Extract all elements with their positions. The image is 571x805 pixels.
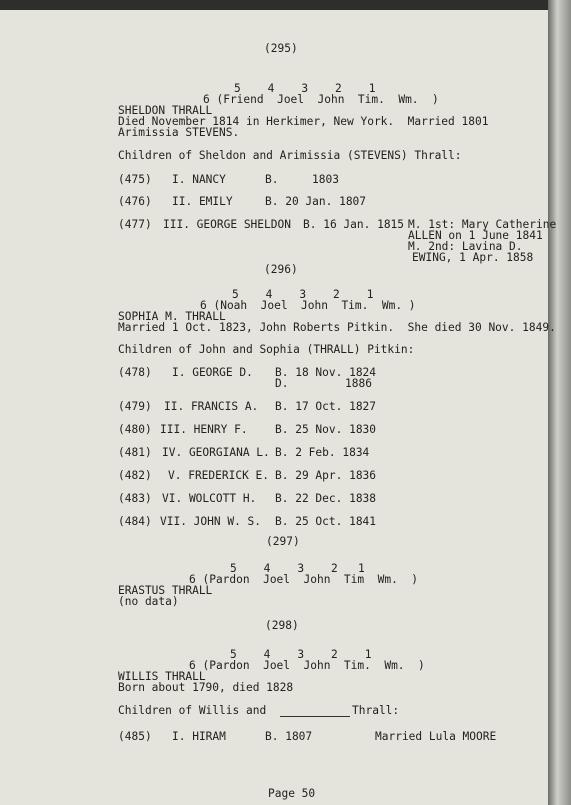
lineage: 6 (Pardon Joel John Tim Wm. ) bbox=[189, 573, 419, 586]
child-id: (476) bbox=[118, 195, 152, 208]
child-birth: B. 25 Nov. 1830 bbox=[275, 423, 377, 436]
child-name: V. FREDERICK E. bbox=[168, 469, 270, 482]
children-heading: Children of John and Sophia (THRALL) Pitkin: bbox=[118, 343, 415, 356]
generation-numbers: 5 4 3 2 1 bbox=[230, 562, 365, 575]
person-name: SHELDON THRALL bbox=[118, 104, 213, 117]
child-note: Married Lula MOORE bbox=[375, 730, 497, 743]
child-name: VI. WOLCOTT H. bbox=[162, 492, 257, 505]
child-name: VII. JOHN W. S. bbox=[160, 515, 262, 528]
person-details: Died November 1814 in Herkimer, New York. Married 1801 bbox=[118, 115, 489, 128]
child-id: (483) bbox=[118, 492, 152, 505]
child-id: (475) bbox=[118, 173, 152, 186]
children-heading: Children of Sheldon and Arimissia (STEVENS) Thrall: bbox=[118, 149, 462, 162]
children-heading: Children of Willis and bbox=[118, 704, 267, 717]
blank-line bbox=[280, 716, 350, 717]
person-name: ERASTUS THRALL bbox=[118, 584, 213, 597]
child-id: (484) bbox=[118, 515, 152, 528]
lineage: 6 (Friend Joel John Tim. Wm. ) bbox=[203, 93, 439, 106]
child-id: (479) bbox=[118, 400, 152, 413]
person-name: SOPHIA M. THRALL bbox=[118, 310, 226, 323]
child-note: ALLEN on 1 June 1841 bbox=[408, 229, 543, 242]
child-name: I. NANCY bbox=[172, 173, 226, 186]
person-name: WILLIS THRALL bbox=[118, 670, 206, 683]
children-heading-suffix: Thrall: bbox=[352, 704, 400, 717]
generation-numbers: 5 4 3 2 1 bbox=[230, 648, 372, 661]
child-name: I. HIRAM bbox=[172, 730, 226, 743]
generation-numbers: 5 4 3 2 1 bbox=[234, 82, 376, 95]
child-birth-year: 1803 bbox=[312, 173, 339, 186]
child-id: (481) bbox=[118, 446, 152, 459]
entry-number-296: (296) bbox=[264, 263, 298, 276]
child-birth: B. 18 Nov. 1824 bbox=[275, 366, 377, 379]
child-birth: B. 29 Apr. 1836 bbox=[275, 469, 377, 482]
child-birth: B. 25 Oct. 1841 bbox=[275, 515, 377, 528]
child-death: D. bbox=[275, 377, 289, 390]
child-id: (485) bbox=[118, 730, 152, 743]
lineage: 6 (Noah Joel John Tim. Wm. ) bbox=[200, 299, 416, 312]
child-birth: B. bbox=[265, 173, 279, 186]
entry-number-298: (298) bbox=[265, 619, 299, 632]
person-details: Married 1 Oct. 1823, John Roberts Pitkin. She died 30 Nov. 1849. bbox=[118, 321, 556, 334]
child-name: II. EMILY bbox=[172, 195, 233, 208]
child-birth: B. 22 Dec. 1838 bbox=[275, 492, 377, 505]
child-note: M. 2nd: Lavina D. bbox=[408, 240, 523, 253]
person-details: Born about 1790, died 1828 bbox=[118, 681, 294, 694]
child-birth: B. 17 Oct. 1827 bbox=[275, 400, 377, 413]
scan-right-edge bbox=[548, 0, 571, 805]
lineage: 6 (Pardon Joel John Tim. Wm. ) bbox=[189, 659, 425, 672]
entry-number-297: (297) bbox=[266, 535, 300, 548]
child-name: I. GEORGE D. bbox=[172, 366, 253, 379]
child-birth: B. 20 Jan. 1807 bbox=[265, 195, 367, 208]
document-page bbox=[0, 10, 557, 805]
child-note: M. 1st: Mary Catherine bbox=[408, 218, 557, 231]
generation-numbers: 5 4 3 2 1 bbox=[232, 288, 374, 301]
person-details: Arimissia STEVENS. bbox=[118, 126, 240, 139]
child-birth: B. 2 Feb. 1834 bbox=[275, 446, 370, 459]
child-id: (477) bbox=[118, 218, 152, 231]
entry-number-295: (295) bbox=[264, 42, 298, 55]
child-birth: B. 16 Jan. 1815 bbox=[303, 218, 405, 231]
child-name: II. FRANCIS A. bbox=[164, 400, 259, 413]
child-death-year: 1886 bbox=[345, 377, 372, 390]
person-details: (no data) bbox=[118, 595, 179, 608]
child-name: III. HENRY F. bbox=[160, 423, 248, 436]
child-note: EWING, 1 Apr. 1858 bbox=[412, 251, 534, 264]
child-id: (478) bbox=[118, 366, 152, 379]
page-footer: Page 50 bbox=[268, 787, 316, 800]
scan-top-band bbox=[0, 0, 548, 10]
child-birth: B. 1807 bbox=[265, 730, 313, 743]
child-name: III. GEORGE SHELDON bbox=[163, 218, 291, 231]
child-id: (482) bbox=[118, 469, 152, 482]
child-id: (480) bbox=[118, 423, 152, 436]
child-name: IV. GEORGIANA L. bbox=[162, 446, 270, 459]
